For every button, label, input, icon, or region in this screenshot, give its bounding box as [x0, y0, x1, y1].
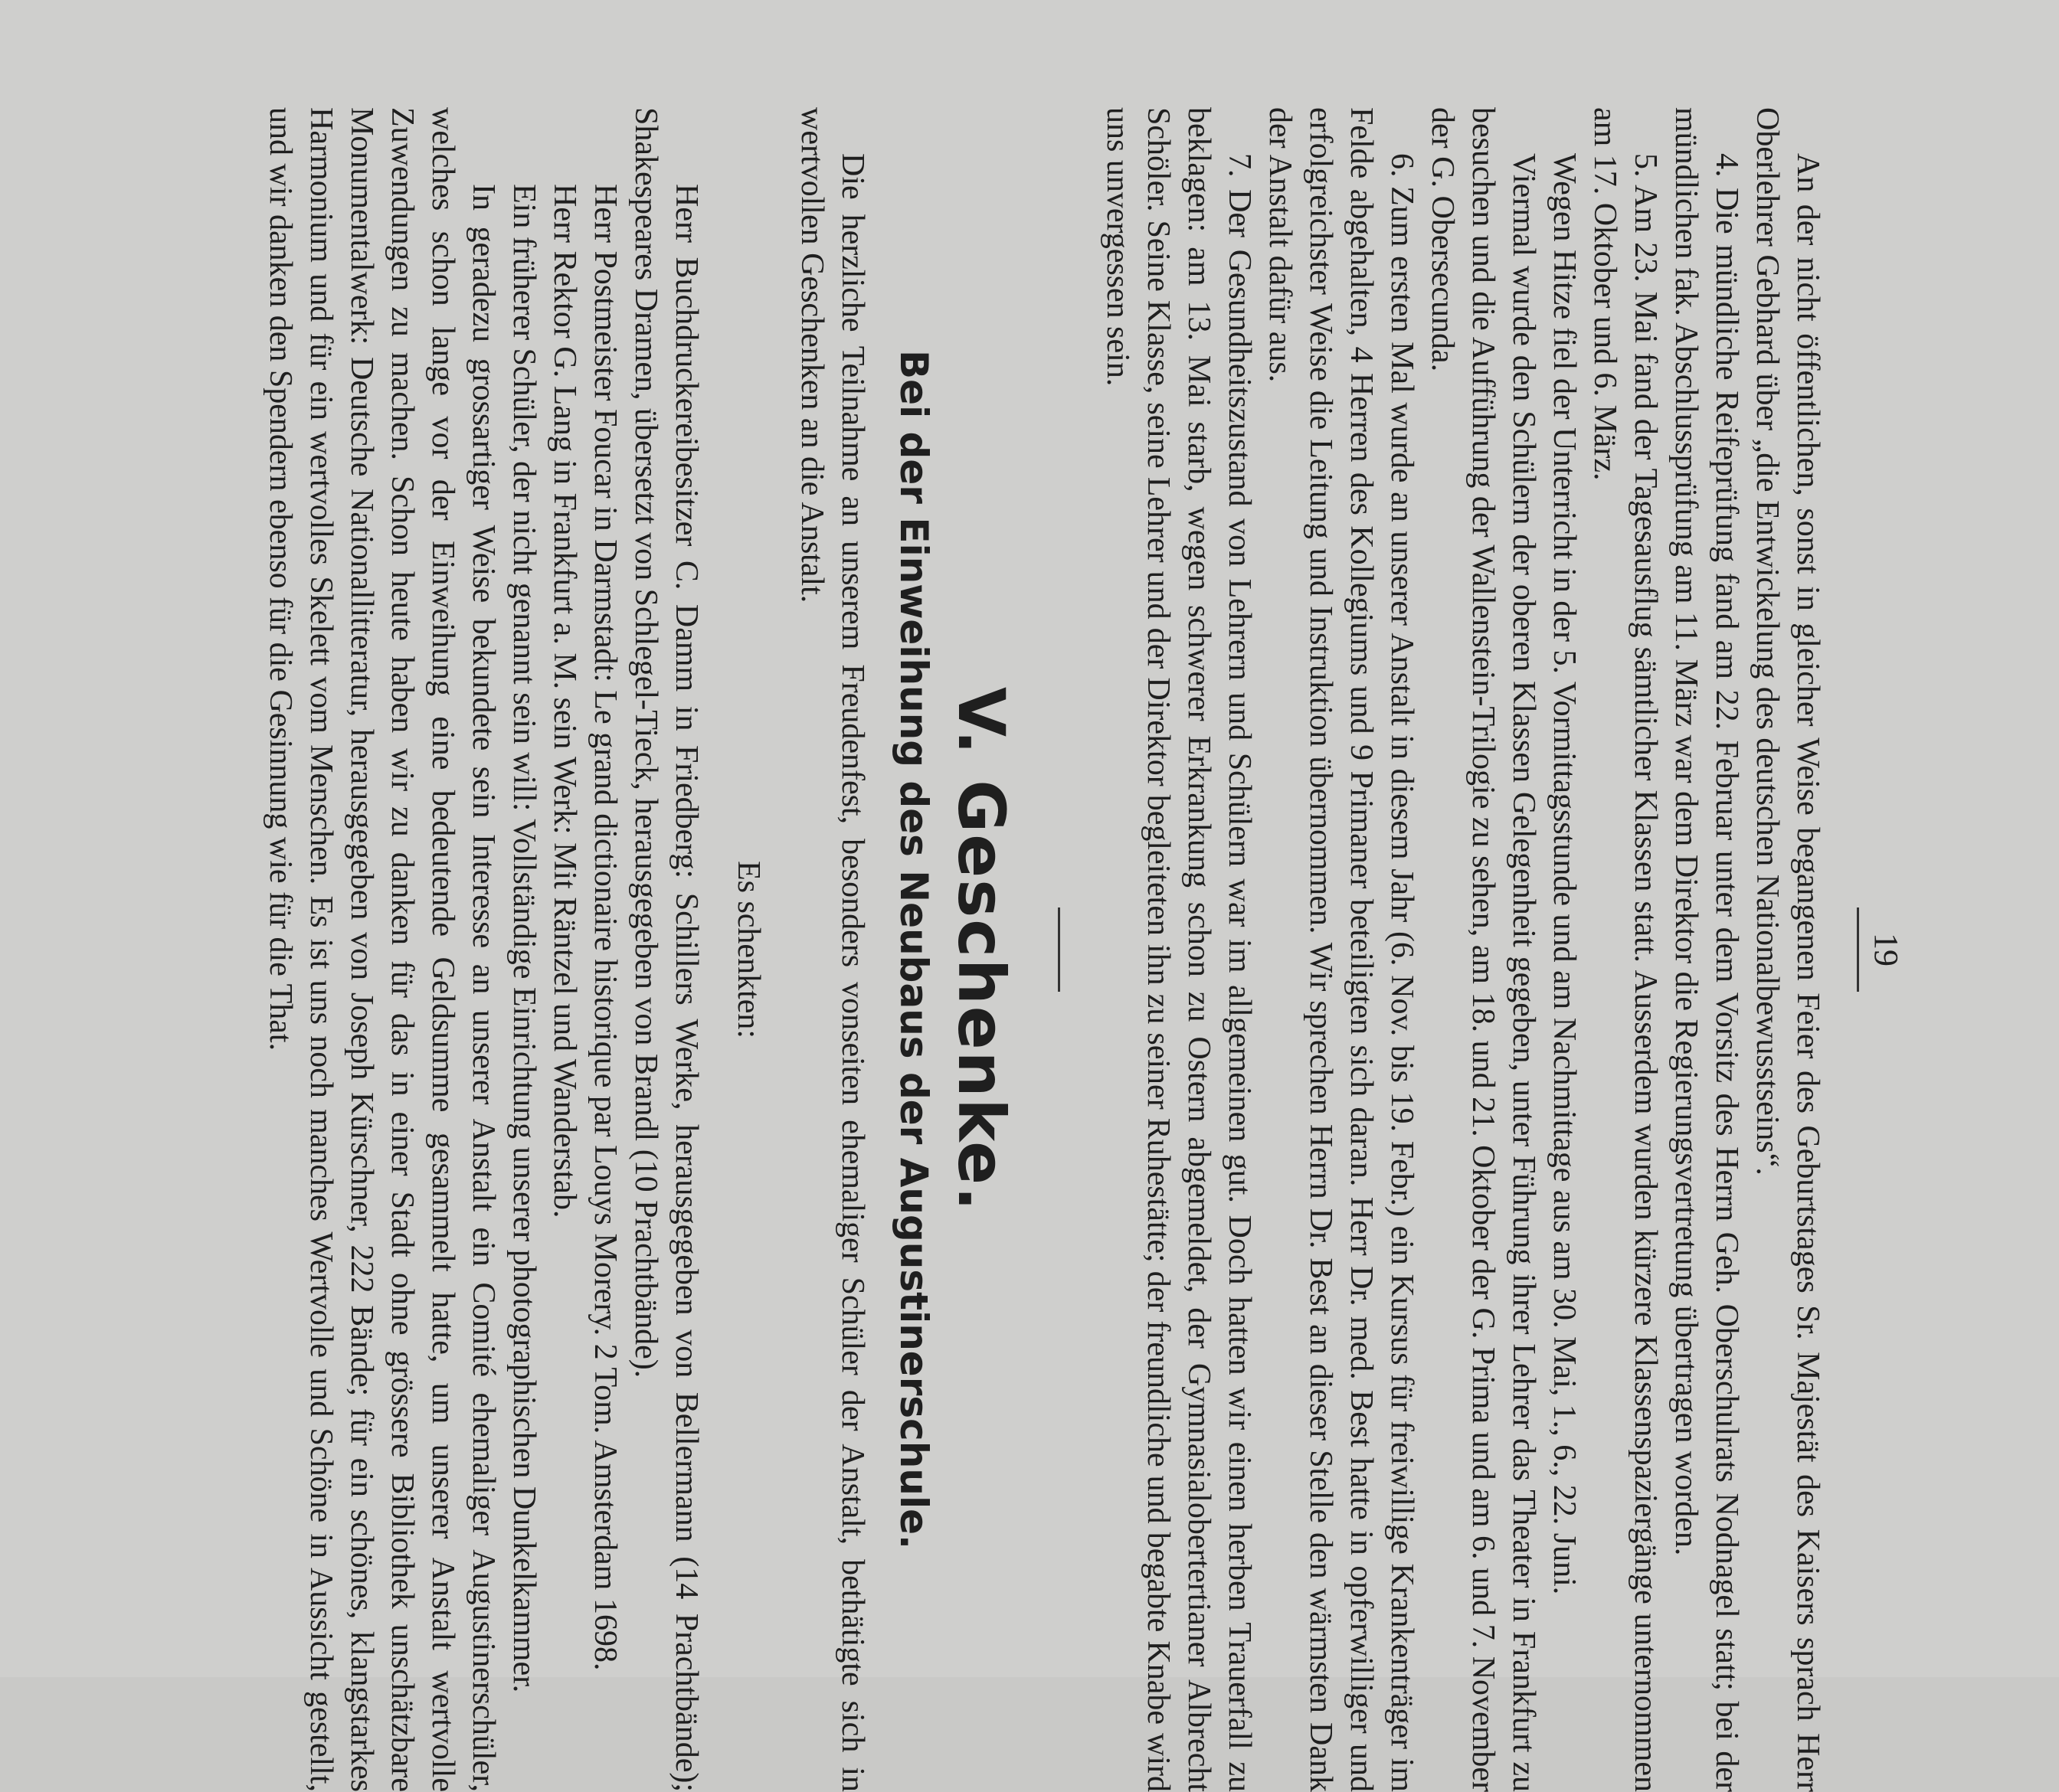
- page-number: 19: [1868, 933, 1905, 966]
- paragraph-gesundheit: 7. Der Gesundheitszustand von Lehrern und Schülern war im allgemeinen gut. Doch hatten wir einen herben Trauerfall zu beklagen: am 13. Mai starb, wegen schwerer Erkrankung schon zu Ostern abgemeldet, der Gymnasialobertertianer Albrecht Schöler. Seine Klasse, seine Lehrer und der Direktor begleiteten ihn zu seiner Ruhestätte; der freundliche und begabte Knabe wird uns unvergessen sein.: [1100, 107, 1257, 1792]
- paragraph-theater: Viermal wurde den Schülern der oberen Klassen Gelegenheit gegeben, unter Führung ihrer Lehrer das Theater in Frankfurt zu besuchen und die Aufführung der Wallenstein-Trilogie zu sehen, am 18. und 21. Oktober der G. Prima und am 6. und 7. November der G. Obersecunda.: [1425, 107, 1541, 1792]
- text-column: [260, 107, 1906, 1792]
- section-heading: V. Geschenke.: [944, 686, 1019, 1213]
- paragraph-krankentraeger: 6. Zum ersten Mal wurde an unserer Anstalt in diesem Jahr (6. Nov. bis 19. Febr.) ein Kursus für freiwillige Krankenträger im Felde abgehalten, 4 Herren des Kollegiums und 9 Primaner beteiligten sich daran. Herr Dr. med. Best hatte in opferwilliger und erfolgreichster Weise die Leitung und Instruktion übernommen. Wir sprechen Herrn Dr. Best an dieser Stelle den wärmsten Dank der Anstalt dafür aus.: [1262, 107, 1419, 1792]
- paragraph-gift-comite: In geradezu grossartiger Weise bekundete sein Interesse an unserer Anstalt ein Comité ehemaliger Augustinerschüler, welches schon lange vor der Einweihung eine bedeutende Geldsumme gesammelt hatte, um unserer Anstalt wertvolle Zuwendungen zu machen. Schon heute haben wir zu danken für das in einer Stadt ohne grössere Bibliothek unschätzbare Monumentalwerk: Deutsche Nationallitteratur, herausgegeben von Joseph Kürschner, 222 Bände; für ein schönes, klangstarkes Harmonium und für ein wertvolles Skelett vom Menschen. Es ist uns noch manches Wertvolle und Schöne in Aussicht gestellt, und wir danken den Spendern ebenso für die Gesinnung wie für die That.: [263, 107, 501, 1792]
- paragraph-gift-lang: Herr Rektor G. Lang in Frankfurt a. M. sein Werk: Mit Räntzel und Wanderstab.: [547, 184, 582, 1218]
- section-subheading: Bei der Einweihung des Neubaus der Augustinerschule.: [892, 349, 936, 1549]
- paragraph-es-schenkten: Es schenkten:: [731, 860, 766, 1039]
- section-divider: [1058, 907, 1060, 992]
- paragraph-gift-foucar: Herr Postmeister Foucar in Darmstadt: Le grand dictionaire historique par Louys Morery. 2 Tom. Amsterdam 1698.: [588, 184, 623, 1671]
- paragraph-tagesausflug: 5. Am 23. Mai fand der Tagesausflug sämtlicher Klassen statt. Ausserdem wurden kürzere Klassenspaziergänge unternommen am 17. Oktober und 6. März.: [1587, 107, 1663, 1792]
- paragraph-kaiser-feier: An der nicht öffentlichen, sonst in gleicher Weise begangenen Feier des Geburtstages Sr. Majestät des Kaisers sprach Herr Oberlehrer Gebhard über „die Entwickelung des deutschen Nationalbewusstseins“.: [1750, 107, 1825, 1792]
- paragraph-hitzefrei: Wegen Hitze fiel der Unterricht in der 5. Vormittagsstunde und am Nachmittage aus am 30. Mai, 1., 6., 22. Juni.: [1547, 153, 1582, 1595]
- paragraph-reifepruefung: 4. Die mündliche Reifeprüfung fand am 22. Februar unter dem Vorsitz des Herrn Geh. Oberschulrats Nodnagel statt; bei der mündlichen fak. Abschlussprüfung am 11. März war dem Direktor die Regierungsvertretung übertragen worden.: [1668, 107, 1744, 1792]
- paragraph-gift-damm: Herr Buchdruckereibesitzer C. Damm in Friedberg: Schillers Werke, herausgegeben von Bellermann (14 Prachtbände); Shakespeares Dramen, übersetzt von Schlegel-Tieck, herausgegeben von Brandl (10 Prachtbände).: [628, 107, 704, 1792]
- folio-rule: [1857, 907, 1859, 992]
- paragraph-gift-dunkelkammer: Ein früherer Schüler, der nicht genannt sein will: Vollständige Einrichtung unserer photographischen Dunkelkammer.: [506, 184, 542, 1693]
- paragraph-teilnahme: Die herzliche Teilnahme an unserem Freudenfest, besonders vonseiten ehemaliger Schüler der Anstalt, bethätigte sich in wertvollen Geschenken an die Anstalt.: [794, 107, 870, 1792]
